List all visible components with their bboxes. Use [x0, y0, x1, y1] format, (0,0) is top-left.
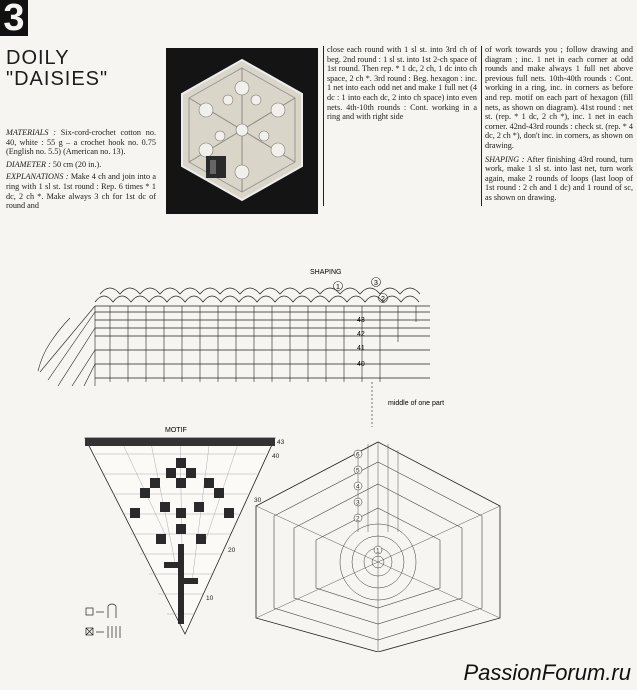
motif-chart [85, 438, 285, 634]
round-mark-43: 43 [357, 317, 365, 324]
diameter-text: 50 cm (20 in.). [52, 159, 102, 169]
explanations-paragraph [6, 172, 156, 210]
diameter-label: DIAMETER : [6, 159, 51, 169]
shaping-text: After finishing 43rd round, turn work, make 1 sl st. into last net, turn work again, make 2 rounds of loops (last loop of 1st round : 2 ch and 1 dc) and 1 round of sc, as shown on drawing. [485, 154, 633, 202]
hex-round-6: 6 [356, 451, 360, 459]
column-1 [6, 128, 156, 211]
doily-photo [166, 48, 318, 214]
materials-text: Six-cord-crochet cotton no. 40, white : 55 g – a crochet hook no. 0.75 (English no. 5.5) (American no. 13). [6, 128, 156, 157]
hexagon-diagram [256, 442, 500, 652]
round-mark-3: 3 [374, 280, 378, 287]
round-mark-41: 41 [357, 345, 365, 352]
col3-paragraph: of work towards you ; follow drawing and diagram ; inc. 1 net in each corner at odd rounds and make always 1 full net above previous full nets. 10th-40th rounds : Cont. working in a ring, inc. in corners as before and rep. motif on each part of hexagon (fill nets, as shown on diagram). 41st round : net st. (rep. * 1 dc, 2 ch *), inc. 1 net in each corner. 42nd-43rd rounds : check st. (rep. * 4 dc, 2 ch *), don't inc. in corners, as shown on drawing. [485, 45, 633, 150]
hex-round-1: 1 [376, 547, 380, 555]
column-divider-2 [481, 46, 482, 206]
hex-round-2: 2 [356, 515, 360, 523]
materials-label: MATERIALS : [6, 128, 56, 137]
shaping-paragraph [485, 155, 633, 203]
column-3 [485, 45, 633, 203]
column-divider-1 [323, 46, 324, 206]
crochet-diagram [0, 262, 637, 652]
stitch-legend [86, 604, 120, 638]
motif-row-30: 30 [254, 497, 262, 504]
shaping-stitches [110, 306, 416, 382]
watermark: PassionForum.ru [463, 660, 631, 685]
round-mark-42: 42 [357, 331, 365, 338]
explanations-text: Make 4 ch and join into a ring with 1 sl st. 1st round : Rep. 6 times * 1 dc, 2 ch *. Make always 3 ch for 1st dc of round and [6, 172, 156, 211]
shaping-label: SHAPING : [485, 154, 525, 164]
page-title [6, 48, 108, 90]
motif-title: MOTIF [165, 427, 187, 434]
diameter-paragraph [6, 160, 156, 170]
motif-row-40: 40 [272, 453, 280, 460]
round-mark-2: 2 [381, 296, 385, 303]
hex-round-3: 3 [356, 499, 360, 507]
shaping-title: SHAPING [310, 269, 342, 276]
explanations-label: EXPLANATIONS : [6, 172, 69, 182]
motif-row-20: 20 [228, 547, 236, 554]
section-number: 3 [0, 0, 28, 36]
corner-fan [38, 306, 95, 386]
round-marks [334, 278, 388, 369]
middle-label: middle of one part [388, 400, 445, 407]
motif-row-10: 10 [206, 595, 214, 602]
round-mark-40: 40 [357, 361, 365, 368]
materials-paragraph [6, 128, 156, 157]
motif-row-43: 43 [277, 439, 285, 446]
title-line-1: DOILY [6, 47, 70, 69]
hex-round-4: 4 [356, 483, 360, 491]
col2-text: close each round with 1 sl st. into 3rd ch of beg. 2nd round : 1 sl st. into 1st 2-ch space of 1st round. Then rep. * 1 dc, 2 ch, 1 dc into ch space, 2 ch *. 3rd round : Beg. hexagon : inc. 1 net into each odd net and make 1 full net (4 dc : 1 into each dc, 2 into ch space) into even nets. 4th-10th rounds : Cont. working in a ring and with right side [327, 45, 477, 122]
column-2 [327, 45, 477, 122]
round-mark-1: 1 [336, 284, 340, 291]
title-line-2: "DAISIES" [6, 68, 109, 90]
hex-round-5: 5 [356, 467, 360, 475]
